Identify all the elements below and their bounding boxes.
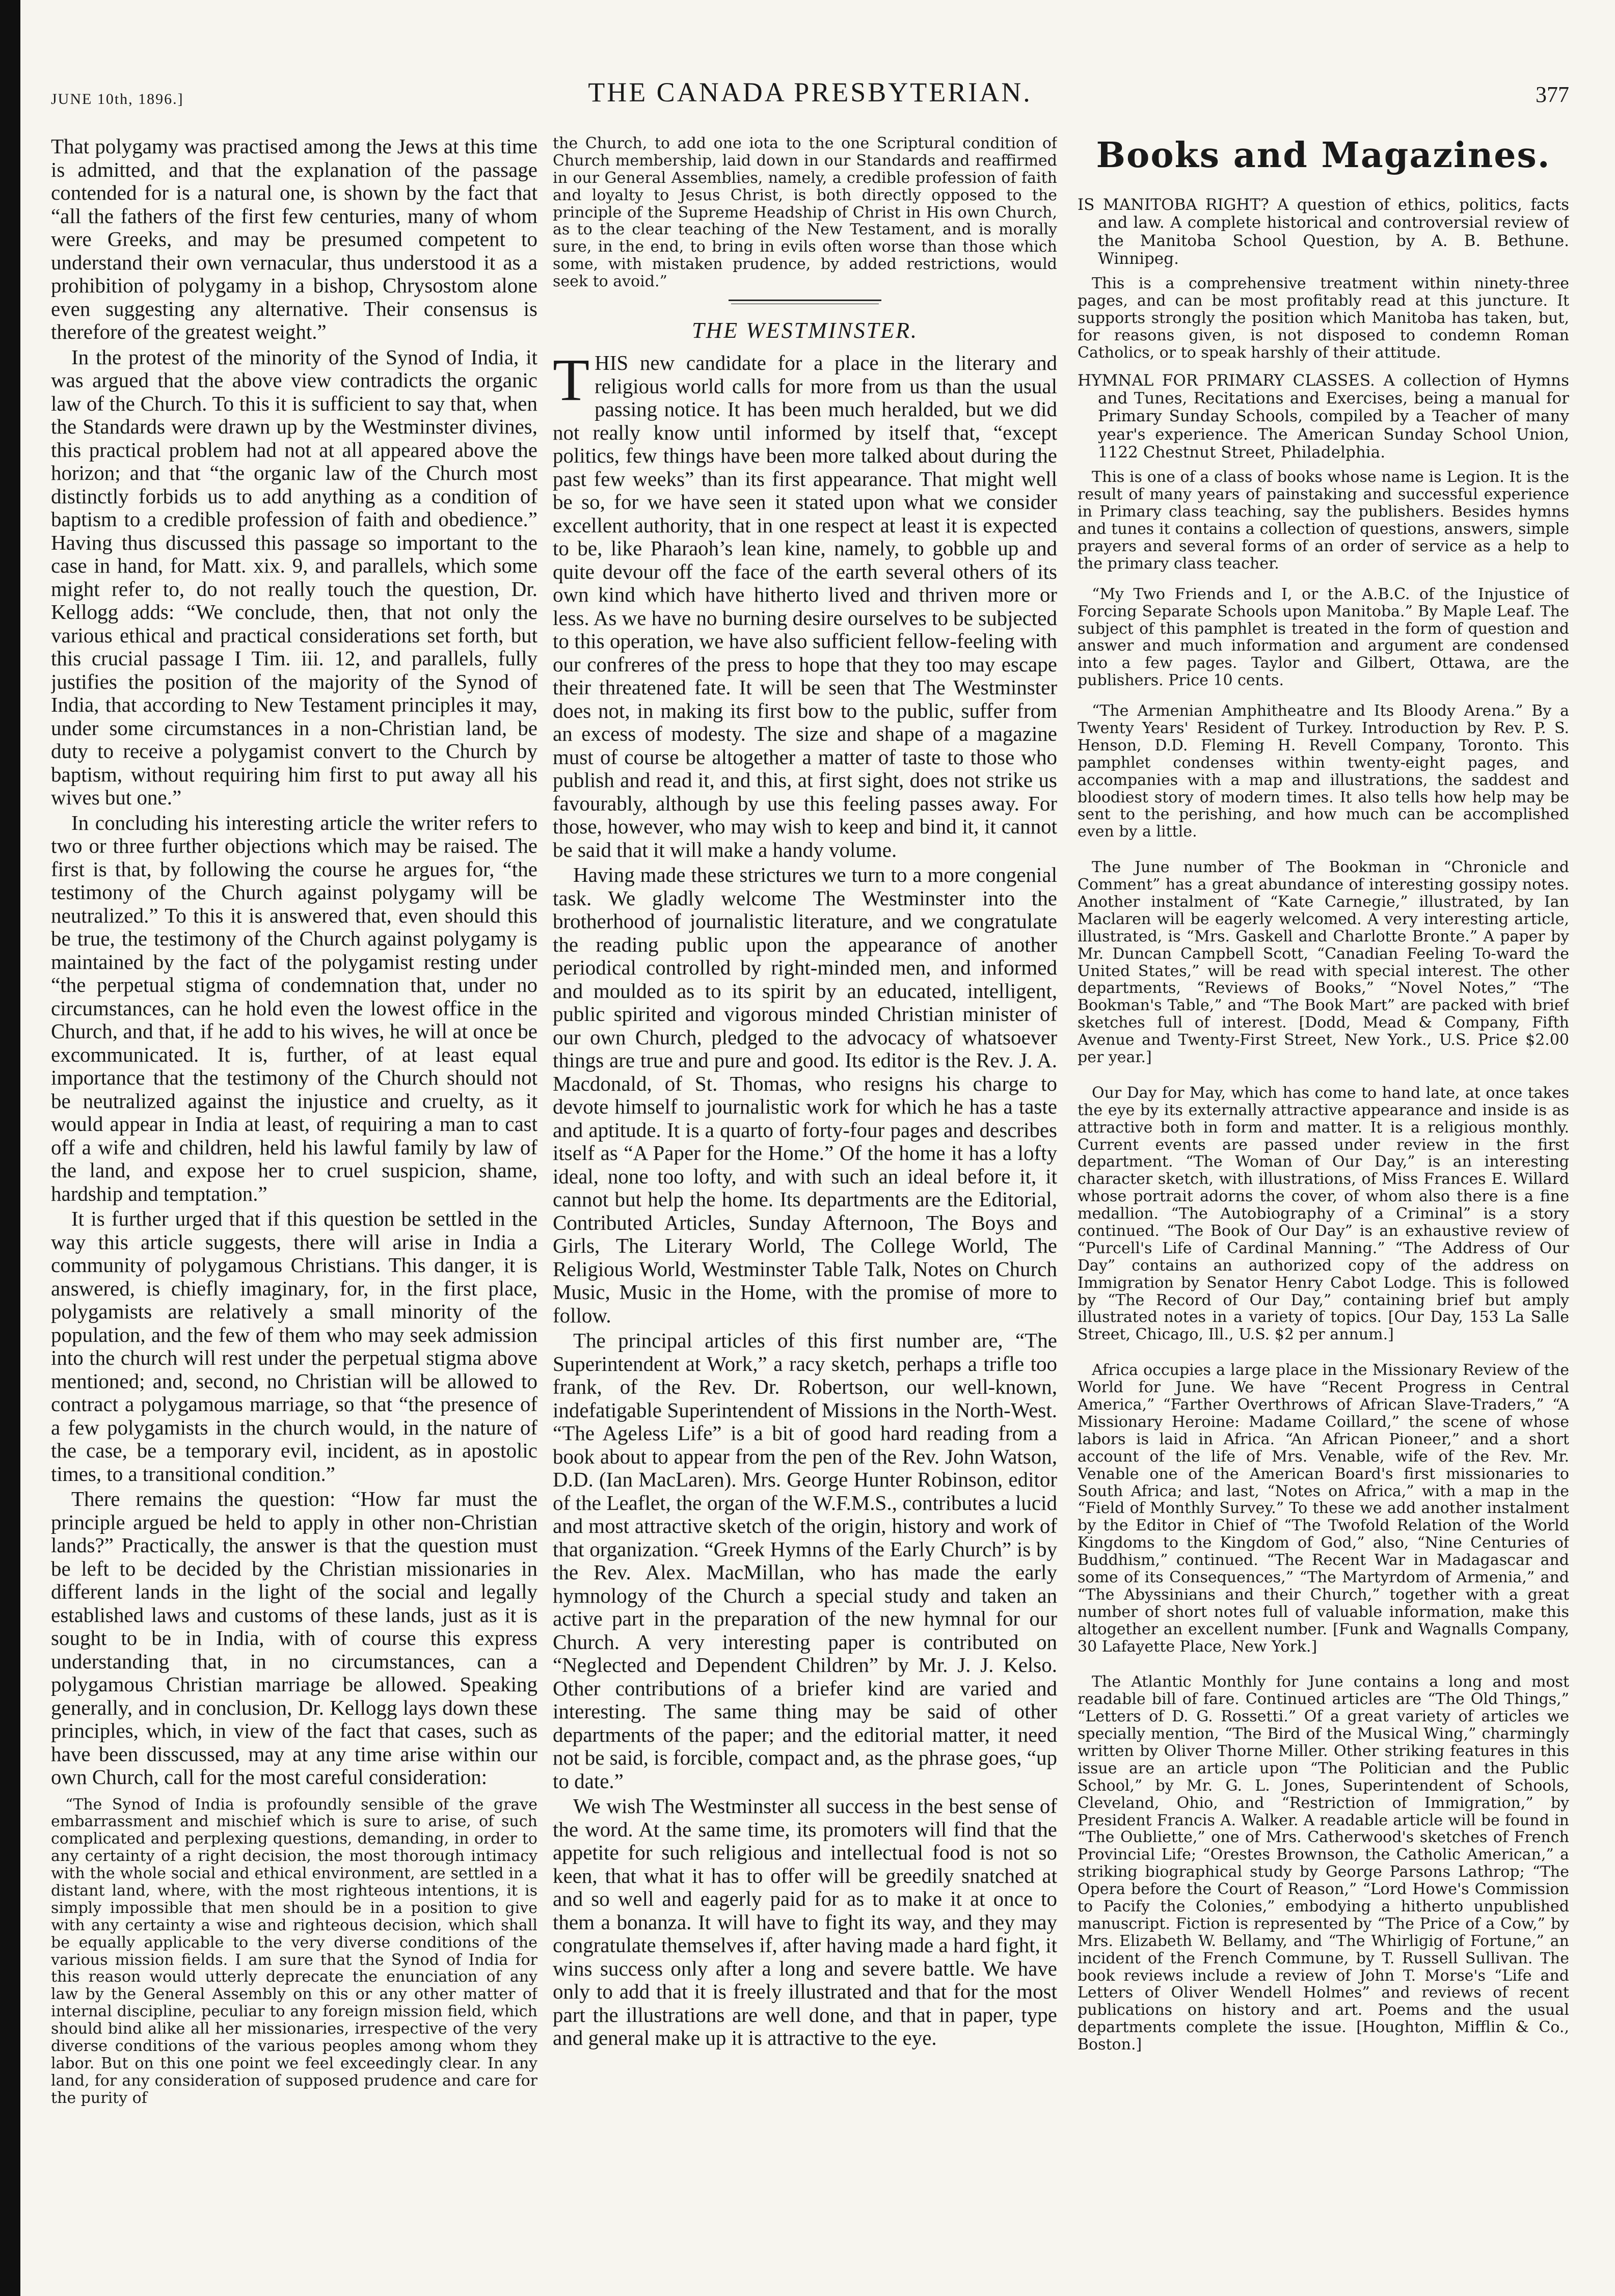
review-heading: HYMNAL FOR PRIMARY CLASSES. A collection of Hymns and Tunes, Recitations and Exercises, being a manual for Primary Sunday Schools, compiled by a Teacher of many year's experience. The American Sunday School Union, 1122 Chestnut Street, Philadelphia. xyxy=(1078,371,1569,462)
article-paragraph: We wish The Westminster all success in the best sense of the word. At the same time, its promoters will find that the appetite for such religious and intellectual food is not so keen, that what it has to offer will be greedily snatched at and so well and eagerly paid for as to make it at once to them a bonanza. It will have to fight its way, and they may congratulate themselves if, after having made a hard fight, it wins success only after a long and severe battle. We have only to add that it is freely illustrated and that for the most part the illustrations are well done, and that in paper, type and general make up it is attractive to the eye. xyxy=(553,1794,1057,2050)
section-title: THE WESTMINSTER. xyxy=(692,318,918,343)
article-paragraph: THIS new candidate for a place in the literary and religious world calls for more from us than the usual passing notice. It has been much heralded, but we did not really know until informed by itself that, “except politics, few things have been more talked about during the past few weeks” than its first appearance. That might well be so, for we have seen it stated upon what we consider excellent authority, that in one respect at least it is expected to be, like Pharaoh’s lean kine, namely, to gobble up and quite devour off the face of the earth several others of its own kind which have hitherto lived and thriven more or less. As we have no burning desire ourselves to be subjected to this operation, we have also sufficient fellow-feeling with our confreres of the press to hope that they too may escape their threatened fate. It will be seen that The Westminster does not, in making its first bow to the public, suffer from an excess of modesty. The size and shape of a magazine must of course be altogether a matter of taste to those who publish and read it, and this, at first sight, does not strike us favourably, although by use this feeling passes away. For those, however, who may wish to keep and bind it, it cannot be said that it will make a handy volume. xyxy=(553,346,1057,861)
magazine-review: The June number of The Bookman in “Chronicle and Comment” has a great abundance of interesting gossipy notes. Another instalment of “Kate Carnegie,” illustrated, by Ian Maclaren will be eagerly welcomed. A very interesting article, illustrated, is “Mrs. Gaskell and Charlotte Bronte.” A paper by Mr. Duncan Campbell Scott, “Canadian Feeling To-ward the United States,” will be read with special interest. The other departments, “Reviews of Books,” “Novel Notes,” “The Bookman's Table,” and “The Book Mart” are packed with brief sketches full of interest. [Dodd, Mead & Company, Fifth Avenue and Twenty-First Street, New York., U.S. Price $2.00 per year.] xyxy=(1078,858,1569,1067)
article-paragraph: In concluding his interesting article the writer refers to two or three further objections which may be raised. The first is that, by following the course he argues for, “the testimony of the Church against polygamy will be neutralized.” To this it is answered that, even should this be true, the testimony of the Church against polygamy is maintained by the fact of the polygamist resting under “the perpetual stigma of condemnation that, under no circumstances, can he hold even the lowest office in the Church, and that, if he add to his wives, he will at once be excommunicated. It is, further, of at least equal importance that the testimony of the Church should not be neutralized against the injustice and cruelty, as it would appear in India at least, of requiring a man to cast off a wife and children, held his lawful family by law of the land, and expose her to cruel suspicion, shame, hardship and temptation.” xyxy=(51,811,537,1205)
magazine-review: The Atlantic Monthly for June contains a long and most readable bill of fare. Continued articles are “The Old Things,” “Letters of D. G. Rossetti.” Of a great variety of articles we specially mention, “The Bird of the Musical Wing,” charmingly written by Oliver Thorne Miller. Other striking features in this issue are an article upon “The Politician and the Public School,” by Mr. G. L. Jones, Superintendent of Schools, Cleveland, Ohio, and “Restriction of Immigration,” by President Francis A. Walker. A readable article will be found in “The Oubliette,” one of Mrs. Catherwood's sketches of French Provincial Life; “Orestes Brownson, the Catholic American,” a striking biographical study by George Parsons Lathrop; “The Opera before the Court of Reason,” “Lord Howe's Commission to Pacify the Colonies,” embodying a hitherto unpublished manuscript. Fiction is represented by “The Price of a Cow,” by Mrs. Elizabeth W. Bellamy, and “The Whirligig of Fortune,” an incident of the French Commune, by T. Russell Sullivan. The book reviews include a review of John T. Morse's “Life and Letters of Oliver Wendell Holmes” and reviews of recent publications on history and art. Poems and the usual departments complete the issue. [Houghton, Mifflin & Co., Boston.] xyxy=(1078,1673,1569,2054)
column-polygamy-article xyxy=(51,135,537,2290)
issue-date: JUNE 10th, 1896.] xyxy=(51,91,184,107)
synod-quotation: “The Synod of India is profoundly sensible of the grave embarrassment and mischief which is sure to arise, of such complicated and perplexing questions, demanding, in order to any certainty of a right decision, the most thorough intimacy with the whole social and ethical environment, are settled in a distant land, where, with the most righteous intentions, it is simply impossible that men should be in a position to give with any certainty a wise and righteous decision, which shall be equally applicable to the very diverse conditions of the various mission fields. I am sure that the Synod of India for this reason would utterly deprecate the enunciation of any law by the General Assembly on this or any other matter of internal discipline, peculiar to any foreign mission field, which should bind alike all her missionaries, irrespective of the very diverse conditions of the various peoples among whom they labor. But on this one point we feel exceedingly clear. In any land, for any consideration of supposed prudence and care for the purity of xyxy=(51,1795,537,2107)
column-books-and-magazines xyxy=(1078,135,1569,2290)
page-number: 377 xyxy=(1536,82,1569,107)
magazine-review: Our Day for May, which has come to hand late, at once takes the eye by its externally attractive appearance and inside is as attractive both in form and matter. It is a religious monthly. Current events are passed under review in the first department. “The Woman of Our Day,” is an interesting character sketch, with illustrations, of Miss Frances E. Willard whose portrait adorns the cover, of whom also there is a fine medallion. “The Autobiography of a Criminal” is a story continued. “The Book of Our Day” is an exhaustive review of “Purcell's Life of Cardinal Manning.” “The Address of Our Day” contains an authorized copy of the address on Immigration by Senator Henry Cabot Lodge. This is followed by “The Record of Our Day,” containing brief but amply illustrated notes in a variety of topics. [Our Day, 153 La Salle Street, Chicago, Ill., U.S. $2 per annum.] xyxy=(1078,1084,1569,1344)
quotation-continuation: the Church, to add one iota to the one Scriptural condition of Church membership, laid down in our Standards and reaffirmed in our General Assemblies, namely, a credible profession of faith and loyalty to Jesus Christ, is both directly opposed to the principle of the Supreme Headship of Christ in His own Church, as to the clear teaching of the New Testament, and is morally sure, in the end, to bring in evils often worse than those which some, with mistaken prudence, by added restrictions, would seek to avoid.” xyxy=(553,135,1057,291)
article-paragraph: It is further urged that if this question be settled in the way this article suggests, there will arise in India a community of polygamous Christians. This danger, it is answered, is chiefly imaginary, for, in the first place, polygamists are relatively a small minority of the population, and the few of them who may seek admission into the church will rest under the perpetual stigma above mentioned; and, second, no Christian will be allowed to contract a polygamous marriage, so that “the presence of a few polygamists in the church would, in the nature of the case, be a temporary evil, incident, as in apostolic times, to a transitional condition.” xyxy=(51,1207,537,1485)
article-paragraph: There remains the question: “How far must the principle argued be held to apply in other non-Christian lands?” Practically, the answer is that the question must be left to be decided by the Christian missionaries in different lands in the light of the social and legally established laws and customs of these lands, just as it is sought to be in India, with of course this express understanding that, in no circumstances, can a polygamous Christian marriage be allowed. Speaking generally, and in conclusion, Dr. Kellogg lays down these principles, which, in view of the fact that cases, such as have been disscussed, may at any time arise within our own Church, call for the most careful consideration: xyxy=(51,1487,537,1789)
page-header xyxy=(51,76,1569,122)
column-westminster-article xyxy=(553,135,1057,2290)
pamphlet-note: “My Two Friends and I, or the A.B.C. of the Injustice of Forcing Separate Schools upon Manitoba.” By Maple Leaf. The subject of this pamphlet is treated in the form of question and answer and much information and argument are condensed into a few pages. Taylor and Gilbert, Ottawa, are the publishers. Price 10 cents. xyxy=(1078,585,1569,690)
article-paragraph: In the protest of the minority of the Synod of India, it was argued that the above view contradicts the organic law of the Church. To this it is sufficient to say that, when the Standards were drawn up by the Westminster divines, this practical problem had not at all appeared above the horizon; and that “the organic law of the Church most distinctly forbids us to add anything as a condition of baptism to a credible profession of faith and obedience.” Having thus discussed this passage so important to the case in hand, for Matt. xix. 9, and parallels, which some might refer to, do not really touch the question, Dr. Kellogg adds: “We conclude, then, that not only the various ethical and practical considerations set forth, but this crucial passage I Tim. iii. 12, and parallels, fully justifies the position of the majority of the Synod of India, that according to New Testament principles it may, under some circumstances in a non-Christian land, be duty to receive a polygamist convert to the Church by baptism, without requiring him first to put away all his wives but one.” xyxy=(51,345,537,809)
section-divider xyxy=(729,300,881,301)
review-note: This is one of a class of books whose name is Legion. It is the result of many years of painstaking and successful experience in Primary class teaching, say the publishers. Besides hymns and tunes it contains a collection of questions, answers, simple prayers and several forms of an order of service as a help to the primary class teacher. xyxy=(1078,468,1569,573)
article-paragraph: The principal articles of this first number are, “The Superintendent at Work,” a racy sketch, perhaps a trifle too frank, of the Rev. Dr. Robertson, our well-known, indefatigable Superintendent of Missions in the North-West. “The Ageless Life” is a bit of good hard reading from a book about to appear from the pen of the Rev. John Watson, D.D. (Ian MacLaren). Mrs. George Hunter Robinson, editor of the Leaflet, the organ of the W.F.M.S., contributes a lucid and most attractive sketch of the origin, history and work of that organization. “Greek Hymns of the Early Church” is by the Rev. Alex. MacMillan, who has made the early hymnology of the Church a special study and taken an active part in the preparation of the new hymnal for our Church. A very interesting paper is contributed on “Neglected and Dependent Children” by Mr. J. J. Kelso. Other contributions of a briefer kind are varied and interesting. The same thing may be said of other departments of the paper; and the editorial matter, it need not be said, is forcible, compact and, as the phrase goes, “up to date.” xyxy=(553,1329,1057,1793)
section-title: Books and Magazines. xyxy=(1096,135,1551,176)
magazine-review: Africa occupies a large place in the Missionary Review of the World for June. We have “Recent Progress in Central America,” “Farther Overthrows of African Slave-Traders,” “A Missionary Heroine: Madame Coillard,” the scene of whose labors is laid in Africa. “An African Pioneer,” and a short account of the life of Mrs. Venable, wife of the Rev. Mr. Venable one of the American Board's first missionaries to South Africa; and last, “Notes on Africa,” with a map in the “Field of Monthly Survey.” To these we add another instalment by the Editor in Chief of “The Twofold Relation of the World Kingdoms to the Kingdom of God,” also, “Nine Centuries of Buddhism,” continued. “The Recent War in Madagascar and some of its Consequences,” “The Martyrdom of Armenia,” and “The Abyssinians and their Church,” together with a great number of short notes full of valuable information, make this altogether an excellent number. [Funk and Wagnalls Company, 30 Lafayette Place, New York.] xyxy=(1078,1361,1569,1656)
article-paragraph: That polygamy was practised among the Jews at this time is admitted, and that the explanation of the passage contended for is a natural one, is shown by the fact that “all the fathers of the first few centuries, many of whom were Greeks, and may be presumed competent to understand their own vernacular, thus understood it as a prohibition of polygamy in a bishop, Chrysostom alone even suggesting any alternative. Their consensus is therefore of the greatest weight.” xyxy=(51,135,537,343)
page-edge-shadow xyxy=(0,0,20,2296)
review-heading: IS MANITOBA RIGHT? A question of ethics, politics, facts and law. A complete historical and controversial review of the Manitoba School Question, by A. B. Bethune. Winnipeg. xyxy=(1078,196,1569,268)
publication-title: THE CANADA PRESBYTERIAN. xyxy=(588,77,1032,107)
pamphlet-note: “The Armenian Amphitheatre and Its Bloody Arena.” By a Twenty Years' Resident of Turkey. Introduction by Rev. P. S. Henson, D.D. Fleming H. Revell Company, Toronto. This pamphlet condenses within twenty-eight pages, and accompanies with a map and illustrations, the saddest and bloodiest story of modern times. It also tells how help may be sent to the perishing, and how much can be accomplished even by a little. xyxy=(1078,702,1569,841)
review-note: This is a comprehensive treatment within ninety-three pages, and can be most profitably read at this juncture. It supports strongly the position which Manitoba has taken, but, for reasons given, is not disposed to condemn Roman Catholics, or to speak harshly of their attitude. xyxy=(1078,275,1569,362)
article-paragraph: Having made these strictures we turn to a more congenial task. We gladly welcome The Westminster into the brotherhood of journalistic literature, and we congratulate the reading public upon the appearance of another periodical controlled by right-minded men, and informed and moulded as to its spirit by an educated, intelligent, public spirited and vigorous minded Christian minister of our own Church, pledged to the advocacy of whatsoever things are true and pure and good. Its editor is the Rev. J. A. Macdonald, of St. Thomas, who resigns his charge to devote himself to journalistic work for which he has a taste and aptitude. It is a quarto of forty-four pages and describes itself as “A Paper for the Home.” Of the home it has a lofty ideal, none too lofty, and with such an ideal before it, it cannot but help the home. Its departments are the Editorial, Contributed Articles, Sunday Afternoon, The Boys and Girls, The Literary World, The College World, The Religious World, Westminster Table Talk, Notes on Church Music, Music in the Home, with the promise of more to follow. xyxy=(553,863,1057,1327)
